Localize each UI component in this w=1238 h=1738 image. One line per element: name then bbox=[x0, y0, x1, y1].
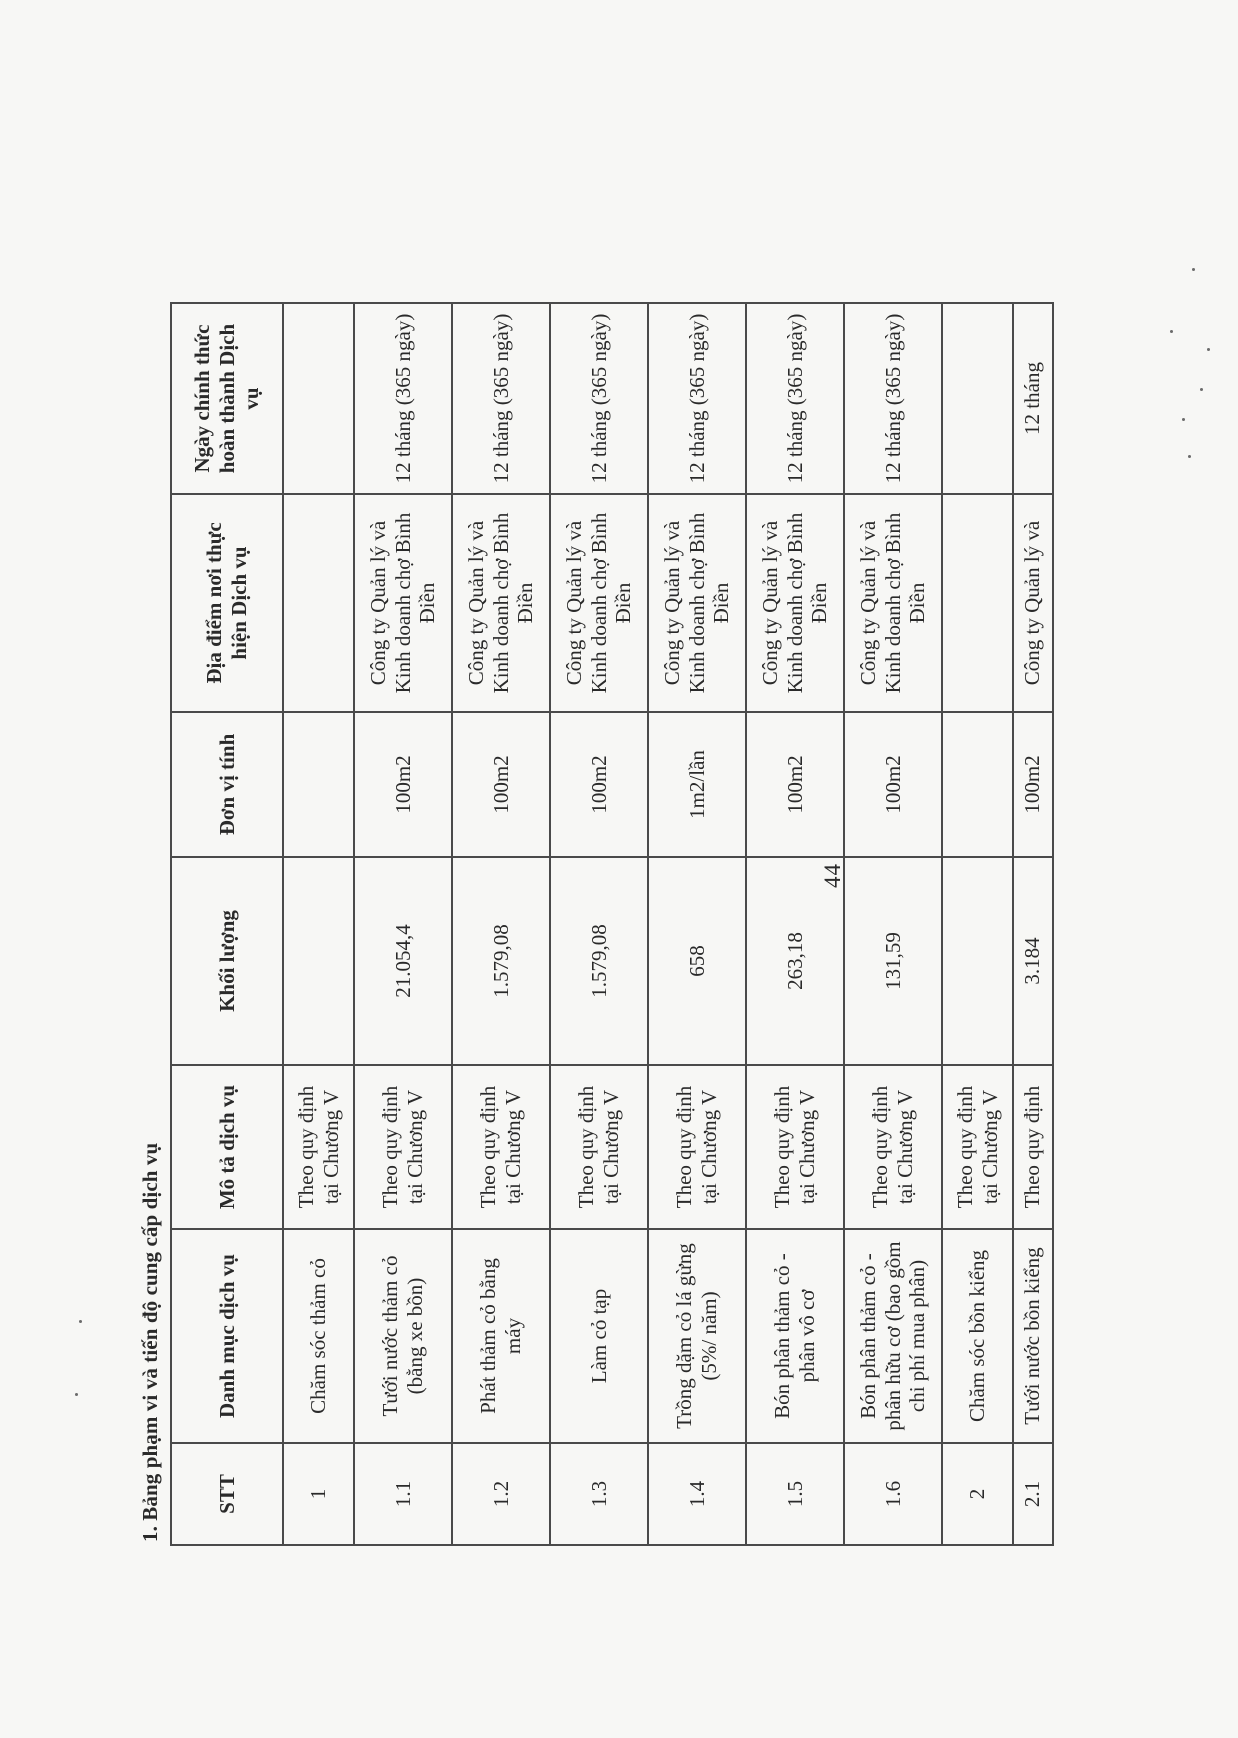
section-title: 1. Bảng phạm vi và tiến độ cung cấp dịch vụ bbox=[138, 1142, 162, 1542]
table-row bbox=[1013, 303, 1053, 1545]
cell-unit bbox=[283, 712, 354, 857]
scan-speck bbox=[75, 1393, 78, 1396]
table-row bbox=[942, 303, 1013, 1545]
service-scope-table bbox=[170, 302, 1054, 1546]
cell-quantity: 21.054,4 bbox=[354, 857, 452, 1065]
table-row bbox=[648, 303, 746, 1545]
cell-quantity: 1.579,08 bbox=[452, 857, 550, 1065]
cell-unit: 100m2 bbox=[452, 712, 550, 857]
cell-unit: 100m2 bbox=[354, 712, 452, 857]
cell-description: Theo quy định tại Chương V bbox=[942, 1065, 1013, 1229]
cell-description: Theo quy định tại Chương V bbox=[550, 1065, 648, 1229]
cell-service: Chăm sóc thảm cỏ bbox=[283, 1229, 354, 1443]
scan-speck bbox=[1182, 418, 1185, 421]
cell-description: Theo quy định tại Chương V bbox=[648, 1065, 746, 1229]
cell-stt: 1.5 bbox=[746, 1443, 844, 1545]
cell-completion: 12 tháng (365 ngày) bbox=[648, 303, 746, 494]
cell-stt: 1.2 bbox=[452, 1443, 550, 1545]
cell-location: Công ty Quản lý và Kinh doanh chợ Bình Điền bbox=[746, 494, 844, 712]
cell-unit: 1m2/lần bbox=[648, 712, 746, 857]
scan-speck bbox=[1207, 348, 1210, 351]
cell-description: Theo quy định bbox=[1013, 1065, 1053, 1229]
cell-completion: 12 tháng bbox=[1013, 303, 1053, 494]
cell-location bbox=[942, 494, 1013, 712]
cell-unit: 100m2 bbox=[746, 712, 844, 857]
scan-speck bbox=[1170, 330, 1173, 333]
page-number: 44 bbox=[820, 863, 845, 888]
cell-quantity bbox=[942, 857, 1013, 1065]
cell-quantity: 263,18 bbox=[746, 857, 844, 1065]
cell-unit: 100m2 bbox=[844, 712, 942, 857]
cell-service: Chăm sóc bồn kiểng bbox=[942, 1229, 1013, 1443]
table-row bbox=[550, 303, 648, 1545]
header-unit: Đơn vị tính bbox=[171, 712, 283, 857]
cell-stt: 1.4 bbox=[648, 1443, 746, 1545]
table-row bbox=[844, 303, 942, 1545]
cell-location: Công ty Quản lý và Kinh doanh chợ Bình Điền bbox=[550, 494, 648, 712]
cell-location: Công ty Quản lý và bbox=[1013, 494, 1053, 712]
cell-unit bbox=[942, 712, 1013, 857]
cell-unit: 100m2 bbox=[550, 712, 648, 857]
header-completion: Ngày chính thức hoàn thành Dịch vụ bbox=[171, 303, 283, 494]
cell-completion: 12 tháng (365 ngày) bbox=[746, 303, 844, 494]
table-header-row bbox=[171, 303, 283, 1545]
cell-service: Phát thảm cỏ bằng máy bbox=[452, 1229, 550, 1443]
cell-completion: 12 tháng (365 ngày) bbox=[452, 303, 550, 494]
cell-quantity: 1.579,08 bbox=[550, 857, 648, 1065]
scan-speck bbox=[1188, 455, 1191, 458]
cell-description: Theo quy định tại Chương V bbox=[844, 1065, 942, 1229]
cell-service: Bón phân thảm cỏ - phân vô cơ bbox=[746, 1229, 844, 1443]
header-quantity: Khối lượng bbox=[171, 857, 283, 1065]
cell-description: Theo quy định tại Chương V bbox=[452, 1065, 550, 1229]
cell-completion: 12 tháng (365 ngày) bbox=[354, 303, 452, 494]
cell-description: Theo quy định tại Chương V bbox=[354, 1065, 452, 1229]
cell-location: Công ty Quản lý và Kinh doanh chợ Bình Điền bbox=[844, 494, 942, 712]
header-service: Danh mục dịch vụ bbox=[171, 1229, 283, 1443]
cell-stt: 2 bbox=[942, 1443, 1013, 1545]
cell-quantity: 131,59 bbox=[844, 857, 942, 1065]
cell-description: Theo quy định tại Chương V bbox=[283, 1065, 354, 1229]
cell-location: Công ty Quản lý và Kinh doanh chợ Bình Điền bbox=[452, 494, 550, 712]
cell-quantity: 658 bbox=[648, 857, 746, 1065]
table-row bbox=[452, 303, 550, 1545]
scan-speck bbox=[1200, 388, 1203, 391]
header-description: Mô tả dịch vụ bbox=[171, 1065, 283, 1229]
cell-completion: 12 tháng (365 ngày) bbox=[844, 303, 942, 494]
cell-stt: 2.1 bbox=[1013, 1443, 1053, 1545]
cell-stt: 1.6 bbox=[844, 1443, 942, 1545]
cell-completion: 12 tháng (365 ngày) bbox=[550, 303, 648, 494]
cell-stt: 1.1 bbox=[354, 1443, 452, 1545]
scan-speck bbox=[1192, 268, 1195, 271]
header-stt: STT bbox=[171, 1443, 283, 1545]
scan-speck bbox=[79, 1320, 82, 1323]
cell-completion bbox=[283, 303, 354, 494]
cell-service: Tưới nước bồn kiểng bbox=[1013, 1229, 1053, 1443]
cell-description: Theo quy định tại Chương V bbox=[746, 1065, 844, 1229]
cell-stt: 1.3 bbox=[550, 1443, 648, 1545]
cell-quantity bbox=[283, 857, 354, 1065]
table-row bbox=[283, 303, 354, 1545]
cell-service: Trồng dặm cỏ lá gừng (5%/ năm) bbox=[648, 1229, 746, 1443]
table-row bbox=[746, 303, 844, 1545]
cell-service: Bón phân thảm cỏ - phân hữu cơ (bao gồm chi phí mua phân) bbox=[844, 1229, 942, 1443]
cell-service: Làm cỏ tạp bbox=[550, 1229, 648, 1443]
cell-location: Công ty Quản lý và Kinh doanh chợ Bình Điền bbox=[354, 494, 452, 712]
table-row bbox=[354, 303, 452, 1545]
cell-stt: 1 bbox=[283, 1443, 354, 1545]
cell-location bbox=[283, 494, 354, 712]
cell-quantity: 3.184 bbox=[1013, 857, 1053, 1065]
header-location: Địa điểm nơi thực hiện Dịch vụ bbox=[171, 494, 283, 712]
cell-completion bbox=[942, 303, 1013, 494]
cell-unit: 100m2 bbox=[1013, 712, 1053, 857]
cell-service: Tưới nước thảm cỏ (bằng xe bồn) bbox=[354, 1229, 452, 1443]
cell-location: Công ty Quản lý và Kinh doanh chợ Bình Điền bbox=[648, 494, 746, 712]
